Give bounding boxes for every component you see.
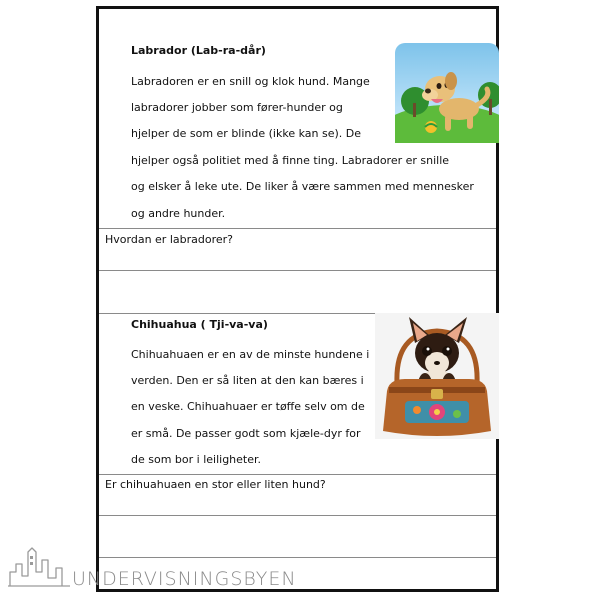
chihuahua-image: [375, 313, 499, 439]
labrador-line-6: og andre hunder.: [131, 207, 226, 220]
chihuahua-line-4: er små. De passer godt som kjæle-dyr for: [131, 427, 361, 440]
chihuahua-question: Er chihuahuaen en stor eller liten hund?: [105, 478, 326, 491]
labrador-title: Labrador (Lab-ra-dår): [131, 44, 266, 57]
chihuahua-line-3: en veske. Chihuahuaer er tøffe selv om de: [131, 400, 365, 413]
answer-line-2[interactable]: [99, 515, 496, 516]
chihuahua-line-2: verden. Den er så liten at den kan bæres i: [131, 374, 364, 387]
chihuahua-title: Chihuahua ( Tji-va-va): [131, 318, 268, 331]
divider-4: [99, 557, 496, 558]
chihuahua-line-5: de som bor i leiligheter.: [131, 453, 262, 466]
labrador-question: Hvordan er labradorer?: [105, 233, 233, 246]
watermark-text: UNDERVISNINGSBYEN: [72, 568, 297, 590]
labrador-line-5: og elsker å leke ute. De liker å være sammen med mennesker: [131, 180, 474, 193]
worksheet-page: [96, 6, 499, 592]
answer-line-1[interactable]: [99, 270, 496, 271]
labrador-line-1: Labradoren er en snill og klok hund. Mange: [131, 75, 370, 88]
divider-3: [99, 474, 496, 475]
chihuahua-line-1: Chihuahuaen er en av de minste hundene i: [131, 348, 370, 361]
city-skyline-icon: [8, 542, 70, 588]
labrador-line-2: labradorer jobber som fører-hunder og: [131, 101, 343, 114]
labrador-line-3: hjelper de som er blinde (ikke kan se). De: [131, 127, 362, 140]
divider-1: [99, 228, 496, 229]
labrador-image: [395, 43, 499, 143]
labrador-line-4: hjelper også politiet med å finne ting. Labradorer er snille: [131, 154, 450, 167]
